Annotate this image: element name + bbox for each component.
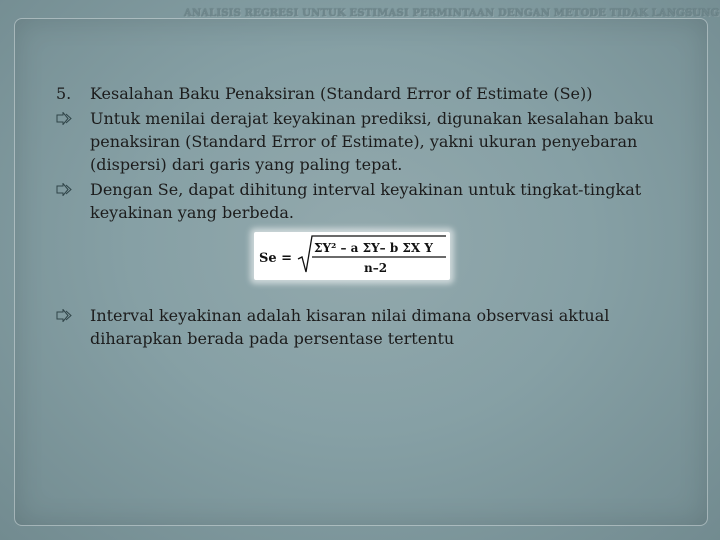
bullet-item (56, 304, 696, 350)
slide-header-title: ANALISIS REGRESI UNTUK ESTIMASI PERMINTAAN DENGAN METODE TIDAK LANGSUNG (184, 8, 720, 19)
bullet-text: Dengan Se, dapat dihitung interval keyakinan untuk tingkat-tingkat keyakinan yang berbeda. (90, 180, 642, 222)
formula-graphic (254, 232, 450, 280)
section-number: 5. (56, 84, 72, 103)
slide-content (56, 82, 696, 352)
section-heading (56, 82, 696, 105)
formula-numerator: ΣY² – a ΣY– b ΣX Y (314, 241, 433, 255)
bullet-text: Interval keyakinan adalah kisaran nilai dimana observasi aktual diharapkan berada pada persentase tertentu (90, 306, 610, 348)
arrow-bullet-icon (56, 309, 72, 322)
bullet-text: Untuk menilai derajat keyakinan prediksi, digunakan kesalahan baku penaksiran (Standard Error of Estimate), yakni ukuran penyebaran (dispersi) dari garis yang paling tepat. (90, 109, 654, 174)
arrow-bullet-icon (56, 112, 72, 125)
bullet-item (56, 178, 696, 224)
se-formula (254, 232, 450, 280)
arrow-bullet-icon (56, 183, 72, 196)
section-title: Kesalahan Baku Penaksiran (Standard Error of Estimate (Se)) (90, 84, 593, 103)
formula-lhs: Se = (259, 251, 293, 266)
formula-denominator: n–2 (364, 261, 388, 275)
bullet-item (56, 107, 696, 176)
